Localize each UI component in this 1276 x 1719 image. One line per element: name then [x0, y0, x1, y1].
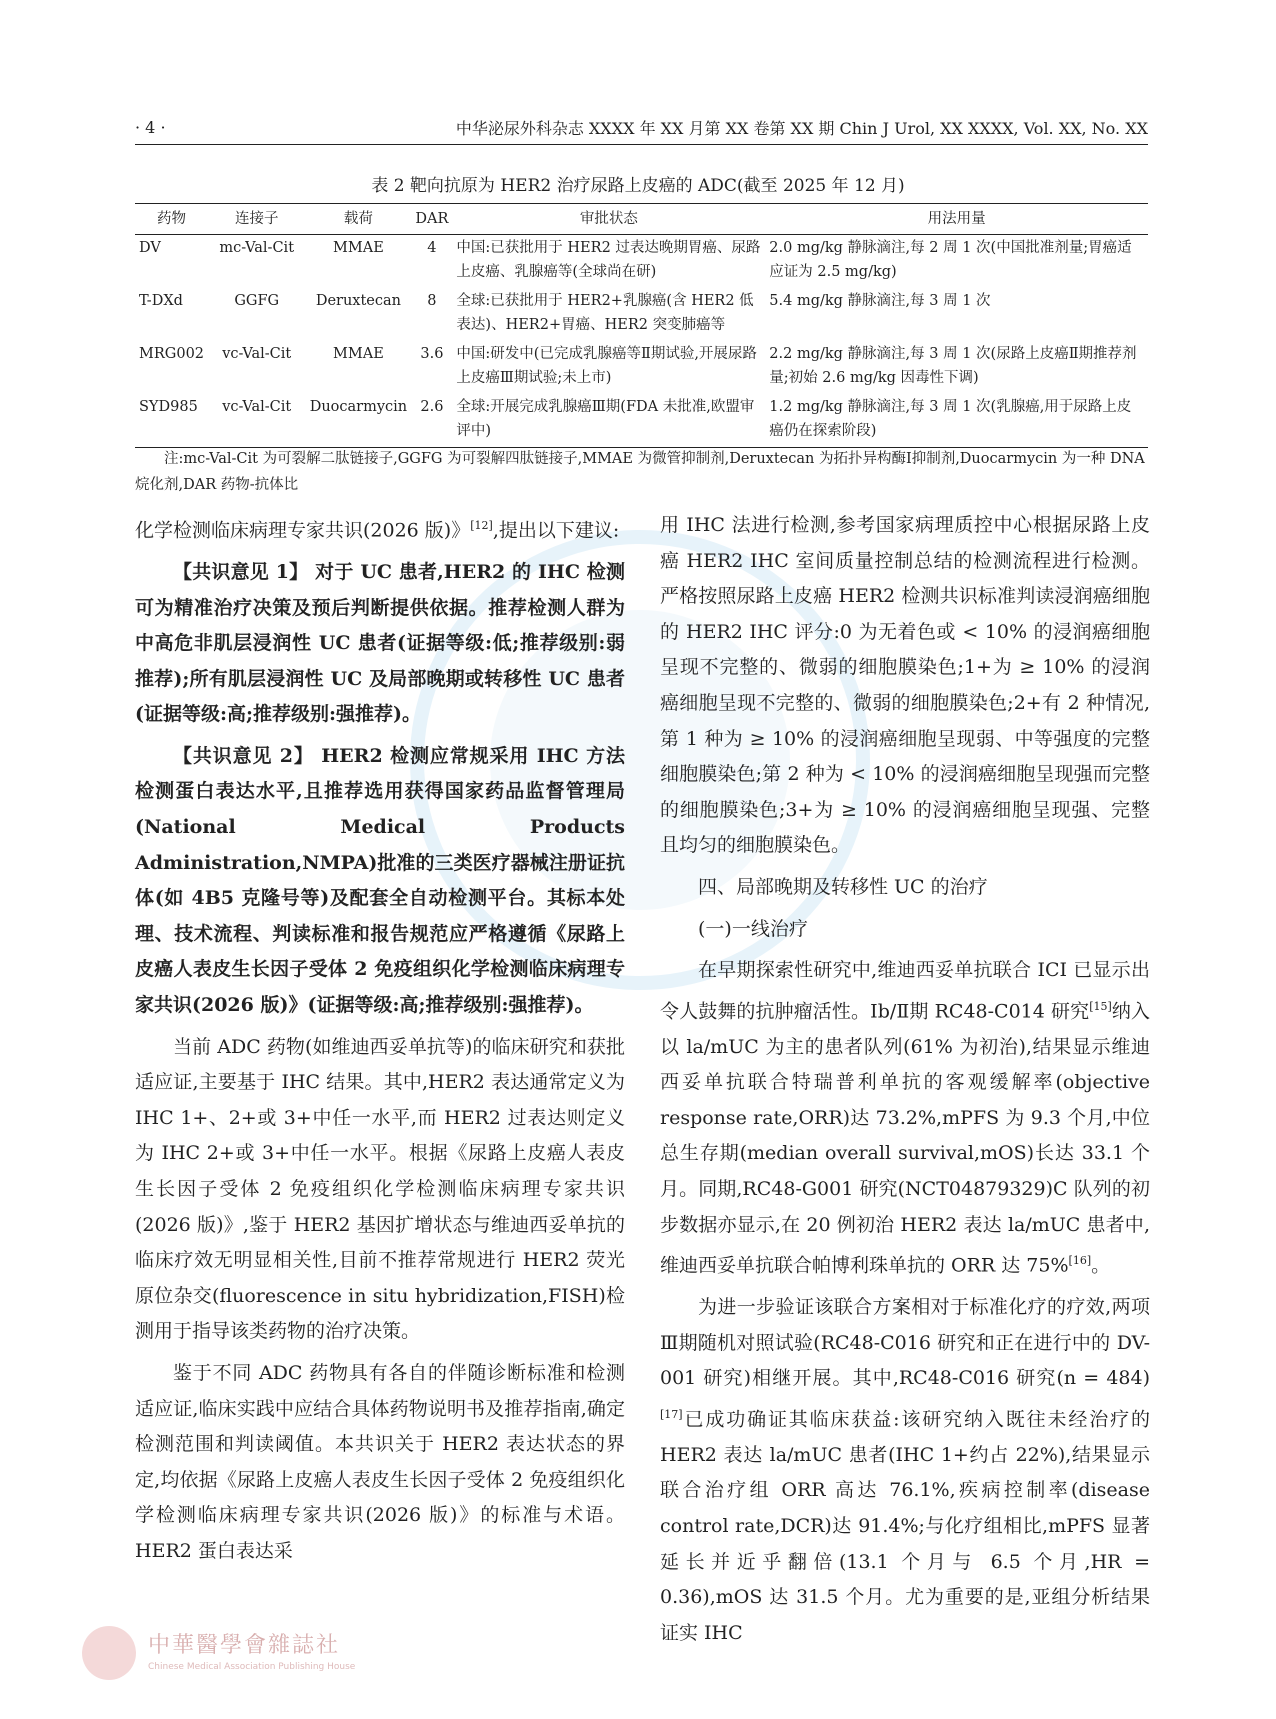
paragraph-text: 纳入以 la/mUC 为主的患者队列(61% 为初治),结果显示维迪西妥单抗联合特瑞普利单抗的客观缓解率(objective response rate,ORR)达 73.2%,mPFS 为 9.3 个月,中位总生存期(median overall survival,mOS)长达 33.1 个月。同期,RC48-G001 研究(NCT04879329)C 队列的初步数据亦显示,在 20 例初治 HER2 表达 la/mUC 患者中,维迪西妥单抗联合帕博利珠单抗的 ORR 达 75% [660, 1000, 1150, 1277]
page-number: · 4 · [135, 118, 166, 137]
paragraph-text: 在早期探索性研究中,维迪西妥单抗联合 ICI 已显示出令人鼓舞的抗肿瘤活性。Ⅰb/Ⅱ期 RC48-C014 研究 [660, 959, 1150, 1023]
cell-dar: 8 [427, 293, 437, 309]
cell-dar: 4 [427, 240, 437, 256]
cell-linker: mc-Val-Cit [219, 240, 295, 256]
cell-linker: GGFG [234, 293, 280, 309]
cell-dar: 3.6 [420, 346, 444, 362]
cell-linker: vc-Val-Cit [208, 394, 305, 448]
citation-ref: [15] [1089, 999, 1112, 1013]
paragraph-text: 化学检测临床病理专家共识(2026 版)》 [135, 519, 471, 542]
cell-dose: 2.0 mg/kg 静脉滴注,每 2 周 1 次(中国批准剂量;胃癌适应证为 2.5 mg/kg) [769, 240, 1132, 280]
citation-ref: [17] [660, 1407, 683, 1421]
cell-drug: SYD985 [135, 394, 208, 448]
table-row [135, 394, 1148, 448]
subsection-heading: (一)一线治疗 [698, 917, 808, 940]
cell-status: 中国:研发中(已完成乳腺癌等Ⅱ期试验,开展尿路上皮癌Ⅲ期试验;未上市) [456, 346, 757, 386]
table-note: 注:mc-Val-Cit 为可裂解二肽链接子,GGFG 为可裂解四肽链接子,MMAE 为微管抑制剂,Deruxtecan 为拓扑异构酶Ⅰ抑制剂,Duocarmycin 为一种 DNA 烷化剂,DAR 药物-抗体比 [135, 451, 1145, 493]
paragraph-text: 为进一步验证该联合方案相对于标准化疗的疗效,两项Ⅲ期随机对照试验(RC48-C016 研究和正在进行中的 DV-001 研究)相继开展。其中,RC48-C016 研究(n = 484) [660, 1296, 1150, 1390]
citation-ref: [12] [470, 519, 493, 532]
cell-dose: 1.2 mg/kg 静脉滴注,每 3 周 1 次(乳腺癌,用于尿路上皮癌仍在探索阶段) [765, 394, 1148, 448]
journal-header: 中华泌尿外科杂志 XXXX 年 XX 月第 XX 卷第 XX 期 Chin J Urol, XX XXXX, Vol. XX, No. XX [455, 119, 1148, 138]
consensus-1: 【共识意见 1】 对于 UC 患者,HER2 的 IHC 检测可为精准治疗决策及预后判断提供依据。推荐检测人群为中高危非肌层浸润性 UC 患者(证据等级:低;推荐级别:弱推荐);所有肌层浸润性 UC 及局部晚期或转移性 UC 患者(证据等级:高;推荐级别:强推荐)。 [135, 560, 625, 726]
table-row [135, 341, 1148, 394]
header-rule [135, 144, 1148, 145]
cell-drug: T-DXd [139, 293, 183, 309]
consensus-2: 【共识意见 2】 HER2 检测应常规采用 IHC 方法检测蛋白表达水平,且推荐选用获得国家药品监督管理局(National Medical Products Administration,NMPA)批准的三类医疗器械注册证抗体(如 4B5 克隆号等)及配套全自动检测平台。其标本处理、技术流程、判读标准和报告规范应严格遵循《尿路上皮癌人表皮生长因子受体 2 免疫组织化学检测临床病理专家共识(2026 版)》(证据等级:高;推荐级别:强推荐)。 [135, 744, 625, 1017]
col-header-dose: 用法用量 [765, 204, 1148, 235]
cell-payload: Deruxtecan [315, 293, 401, 309]
paragraph-text: ,提出以下建议: [492, 519, 620, 542]
cell-drug: MRG002 [139, 346, 205, 362]
cell-payload: MMAE [333, 346, 384, 362]
cell-payload: MMAE [333, 240, 384, 256]
citation-ref: [16] [1068, 1254, 1092, 1268]
left-column [135, 508, 625, 1576]
paragraph-text: 已成功确证其临床获益:该研究纳入既往未经治疗的 HER2 表达 la/mUC 患者(IHC 1+约占 22%),结果显示联合治疗组 ORR 高达 76.1%,疾病控制率(disease control rate,DCR)达 91.4%;与化疗组相比,mPFS 显著延长并近乎翻倍(13.1 个月与 6.5 个月,HR = 0.36),mOS 达 31.5 个月。尤为重要的是,亚组分析结果证实 IHC [660, 1408, 1150, 1644]
right-column [660, 508, 1150, 1657]
paragraph: 当前 ADC 药物(如维迪西妥单抗等)的临床研究和获批适应证,主要基于 IHC 结果。其中,HER2 表达通常定义为 IHC 1+、2+或 3+中任一水平,而 HER2 过表达则定义为 IHC 2+或 3+中任一水平。根据《尿路上皮癌人表皮生长因子受体 2 免疫组织化学检测临床病理专家共识(2026 版)》,鉴于 HER2 基因扩增状态与维迪西妥单抗的临床疗效无明显相关性,目前不推荐常规进行 HER2 荧光原位杂交(fluorescence in situ hybridization,FISH)检测用于指导该类药物的治疗决策。 [135, 1035, 625, 1343]
cell-dose: 2.2 mg/kg 静脉滴注,每 3 周 1 次(尿路上皮癌Ⅱ期推荐剂量;初始 2.6 mg/kg 因毒性下调) [769, 346, 1137, 386]
paragraph: 鉴于不同 ADC 药物具有各自的伴随诊断标准和检测适应证,临床实践中应结合具体药物说明书及推荐指南,确定检测范围和判读阈值。本共识关于 HER2 表达状态的界定,均依据《尿路上皮癌人表皮生长因子受体 2 免疫组织化学检测临床病理专家共识(2026 版)》的标准与术语。HER2 蛋白表达采 [135, 1361, 625, 1562]
cell-status: 全球:已获批用于 HER2+乳腺癌(含 HER2 低表达)、HER2+胃癌、HER2 突变肺癌等 [456, 293, 754, 333]
publisher-name-en: Chinese Medical Association Publishing House [148, 1662, 356, 1672]
table-row [135, 235, 1148, 289]
table-header-row [135, 204, 1148, 235]
paragraph: 用 IHC 法进行检测,参考国家病理质控中心根据尿路上皮癌 HER2 IHC 室间质量控制总结的检测流程进行检测。严格按照尿路上皮癌 HER2 检测共识标准判读浸润癌细胞的 HER2 IHC 评分:0 为无着色或 < 10% 的浸润癌细胞呈现不完整的、微弱的细胞膜染色;1+为 ≥ 10% 的浸润癌细胞呈现不完整的、微弱的细胞膜染色;2+有 2 种情况,第 1 种为 ≥ 10% 的浸润癌细胞呈现弱、中等强度的完整细胞膜染色;第 2 种为 < 10% 的浸润癌细胞呈现强而完整的细胞膜染色;3+为 ≥ 10% 的浸润癌细胞呈现强、完整且均匀的细胞膜染色。 [660, 514, 1150, 857]
col-header-status: 审批状态 [452, 204, 765, 235]
cell-drug: DV [139, 240, 161, 256]
cell-dose: 5.4 mg/kg 静脉滴注,每 3 周 1 次 [769, 293, 991, 309]
publisher-logo-icon [82, 1626, 136, 1680]
publisher-name: 中華醫學會雜誌社 [148, 1633, 341, 1658]
cell-linker: vc-Val-Cit [222, 346, 292, 362]
paragraph-text: 。 [1091, 1254, 1111, 1277]
section-heading: 四、局部晚期及转移性 UC 的治疗 [698, 875, 988, 898]
paragraph [135, 508, 625, 549]
col-header-linker: 连接子 [208, 204, 305, 235]
table-row [135, 288, 1148, 341]
col-header-drug: 药物 [135, 204, 208, 235]
cell-status: 中国:已获批用于 HER2 过表达晚期胃癌、尿路上皮癌、乳腺癌等(全球尚在研) [456, 240, 761, 280]
cell-payload: Duocarmycin [305, 394, 411, 448]
table-title: 表 2 靶向抗原为 HER2 治疗尿路上皮癌的 ADC(截至 2025 年 12 月) [371, 176, 905, 196]
paragraph [660, 953, 1150, 1284]
cell-dar: 2.6 [411, 394, 452, 448]
col-header-dar: DAR [411, 204, 452, 235]
col-header-payload: 载荷 [305, 204, 411, 235]
cell-status: 全球:开展完成乳腺癌Ⅲ期(FDA 未批准,欧盟审评中) [452, 394, 765, 448]
adc-table [135, 203, 1148, 448]
paragraph [660, 1290, 1150, 1651]
